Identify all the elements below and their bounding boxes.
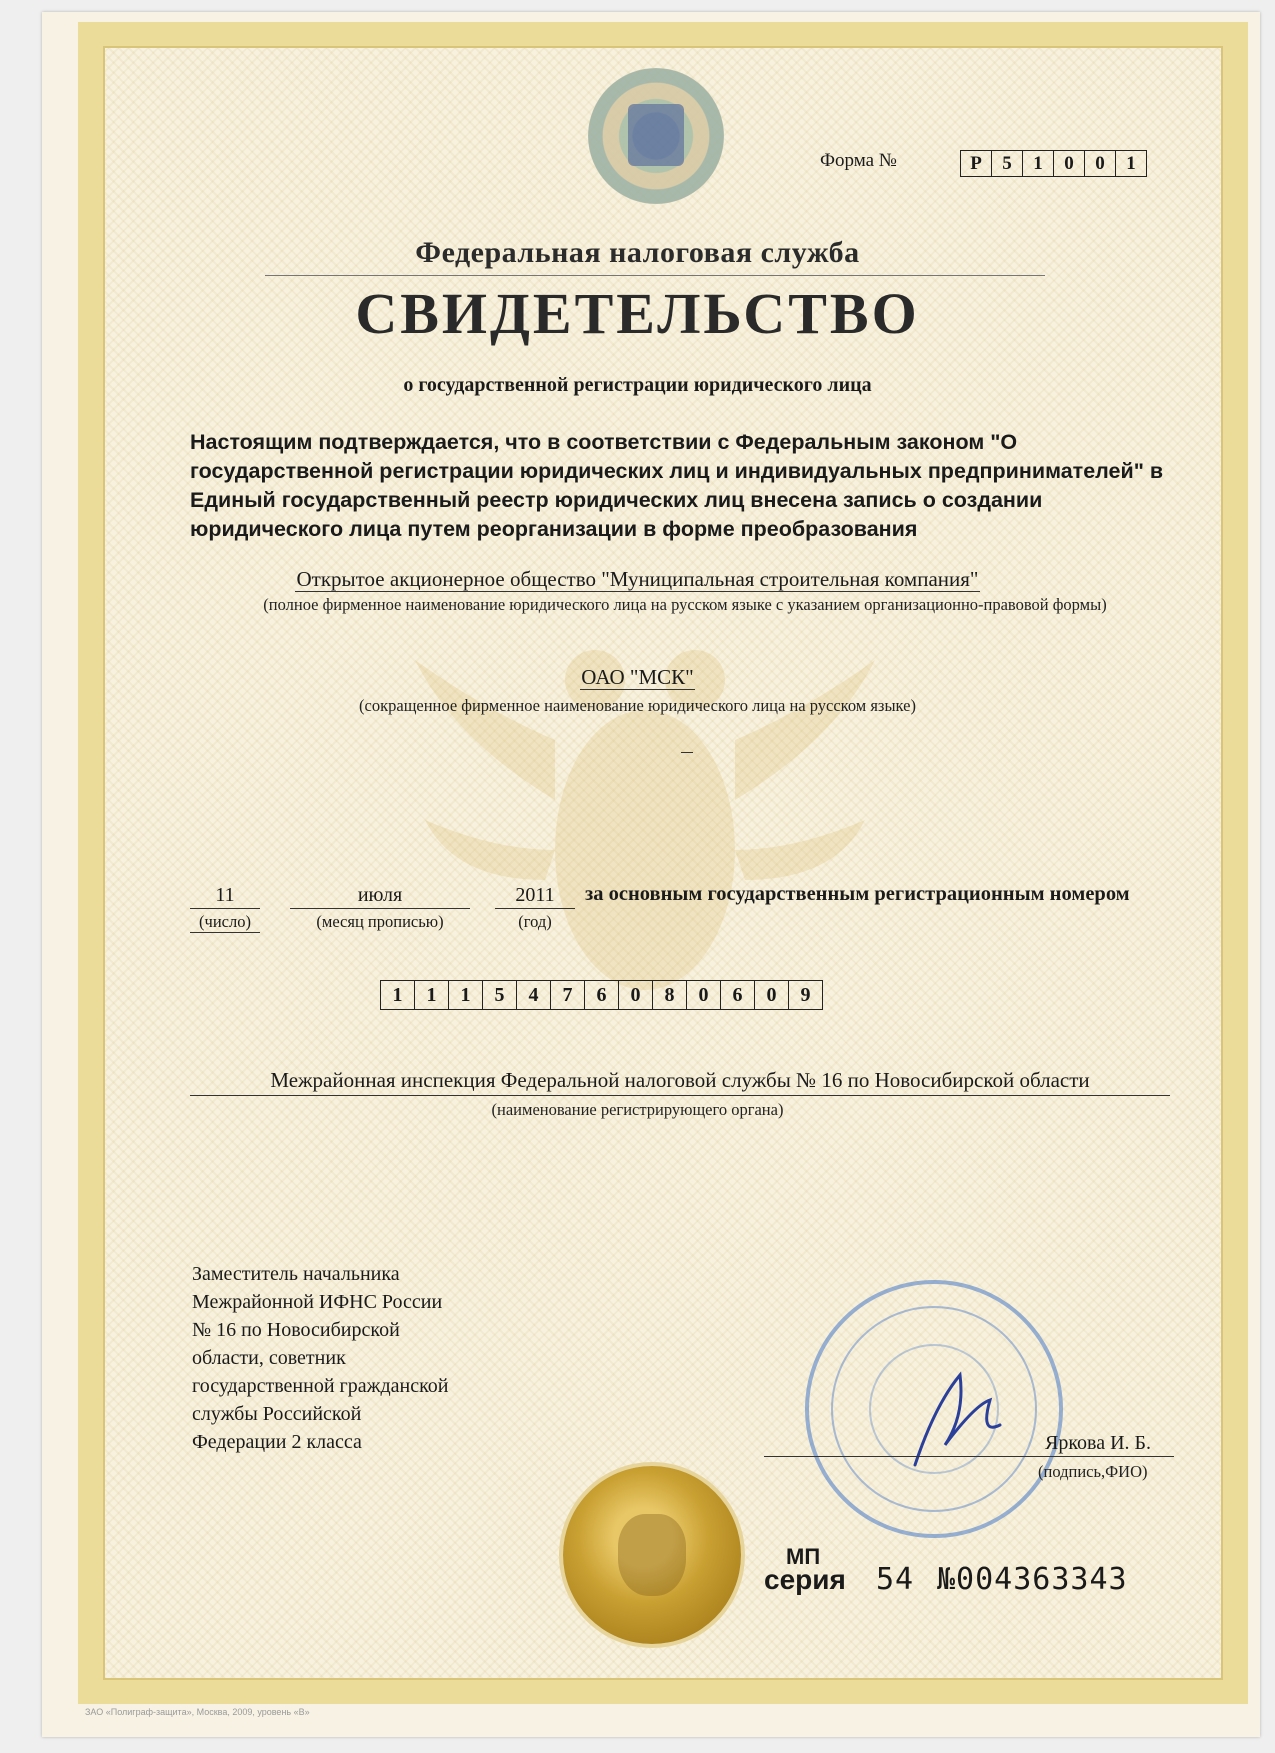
form-code-digit: 1 (1115, 150, 1147, 177)
hologram-emblem-icon (588, 68, 724, 204)
ogrn-digit: 0 (618, 980, 652, 1010)
ogrn-digit: 0 (754, 980, 788, 1010)
printer-imprint: ЗАО «Полиграф-защита», Москва, 2009, уровень «В» (85, 1707, 310, 1717)
registration-month: июля (290, 883, 470, 909)
month-caption: (месяц прописью) (316, 912, 444, 931)
entity-short-name-caption: (сокращенное фирменное наименование юридического лица на русском языке) (359, 696, 916, 715)
ogrn-digit: 1 (414, 980, 448, 1010)
form-code-digit: 1 (1022, 150, 1053, 177)
entity-short-name: ОАО "МСК" (581, 665, 694, 689)
signatory-position-line: Заместитель начальника (192, 1263, 400, 1285)
signatory-position (192, 1260, 448, 1456)
registration-day: 11 (190, 883, 260, 909)
document-subtitle: о государственной регистрации юридического лица (403, 374, 872, 396)
form-code-boxes (960, 150, 1147, 177)
series-value: 54 (876, 1562, 915, 1597)
empty-field-dash (681, 752, 693, 753)
registering-authority-caption: (наименование регистрирующего органа) (491, 1100, 784, 1119)
statement-text: Настоящим подтверждается, что в соответствии с Федеральным законом "О государственной регистрации юридических лиц и индивидуальных предпринимателей" в Единый государственный реестр юридических лиц внесена запись о создании юридического лица путем реорганизации в форме преобразования (190, 430, 1164, 541)
signatory-position-line: государственной гражданской (192, 1375, 449, 1397)
entity-full-name: Открытое акционерное общество "Муниципальная строительная компания" (296, 567, 979, 591)
registration-year: 2011 (495, 883, 575, 909)
series-label: серия (764, 1564, 846, 1595)
form-code-digit: 0 (1053, 150, 1084, 177)
form-code-digit: 0 (1084, 150, 1115, 177)
ogrn-digit: 5 (482, 980, 516, 1010)
divider (265, 275, 1045, 276)
form-number-label: Форма № (820, 150, 897, 171)
ogrn-digit: 7 (550, 980, 584, 1010)
signatory-position-line: службы Российской (192, 1403, 362, 1425)
signatory-position-line: Межрайонной ИФНС России (192, 1291, 443, 1313)
ogrn-digit: 8 (652, 980, 686, 1010)
registering-authority: Межрайонная инспекция Федеральной налоговой службы № 16 по Новосибирской области (190, 1068, 1170, 1096)
ogrn-digit: 4 (516, 980, 550, 1010)
ogrn-digit: 9 (788, 980, 823, 1010)
signature-line (764, 1456, 1174, 1457)
ogrn-digit: 1 (448, 980, 482, 1010)
registration-number-label: за основным государственным регистрационным номером (585, 883, 1130, 905)
signatory-position-line: Федерации 2 класса (192, 1431, 362, 1453)
signatory-caption: (подпись,ФИО) (1038, 1462, 1148, 1481)
gold-seal-icon (563, 1466, 741, 1644)
seal-place-label: МП (786, 1544, 821, 1569)
signatory-position-line: области, советник (192, 1347, 346, 1369)
ogrn-digit: 6 (584, 980, 618, 1010)
issuing-authority: Федеральная налоговая служба (415, 236, 860, 269)
document-title: СВИДЕТЕЛЬСТВО (355, 281, 920, 346)
ogrn-digit: 0 (686, 980, 720, 1010)
signatory-name: Яркова И. Б. (1045, 1432, 1152, 1454)
entity-full-name-caption: (полное фирменное наименование юридического лица на русском языке с указанием организационно-правовой формы) (263, 595, 1107, 614)
form-code-digit: Р (960, 150, 991, 177)
ogrn-boxes (380, 980, 823, 1010)
signatory-position-line: № 16 по Новосибирской (192, 1319, 400, 1341)
day-caption: (число) (190, 912, 260, 933)
ogrn-digit: 1 (380, 980, 414, 1010)
document-number: №004363343 (937, 1562, 1128, 1597)
year-caption: (год) (518, 912, 552, 931)
signature-icon (905, 1365, 1015, 1475)
ogrn-digit: 6 (720, 980, 754, 1010)
form-code-digit: 5 (991, 150, 1022, 177)
